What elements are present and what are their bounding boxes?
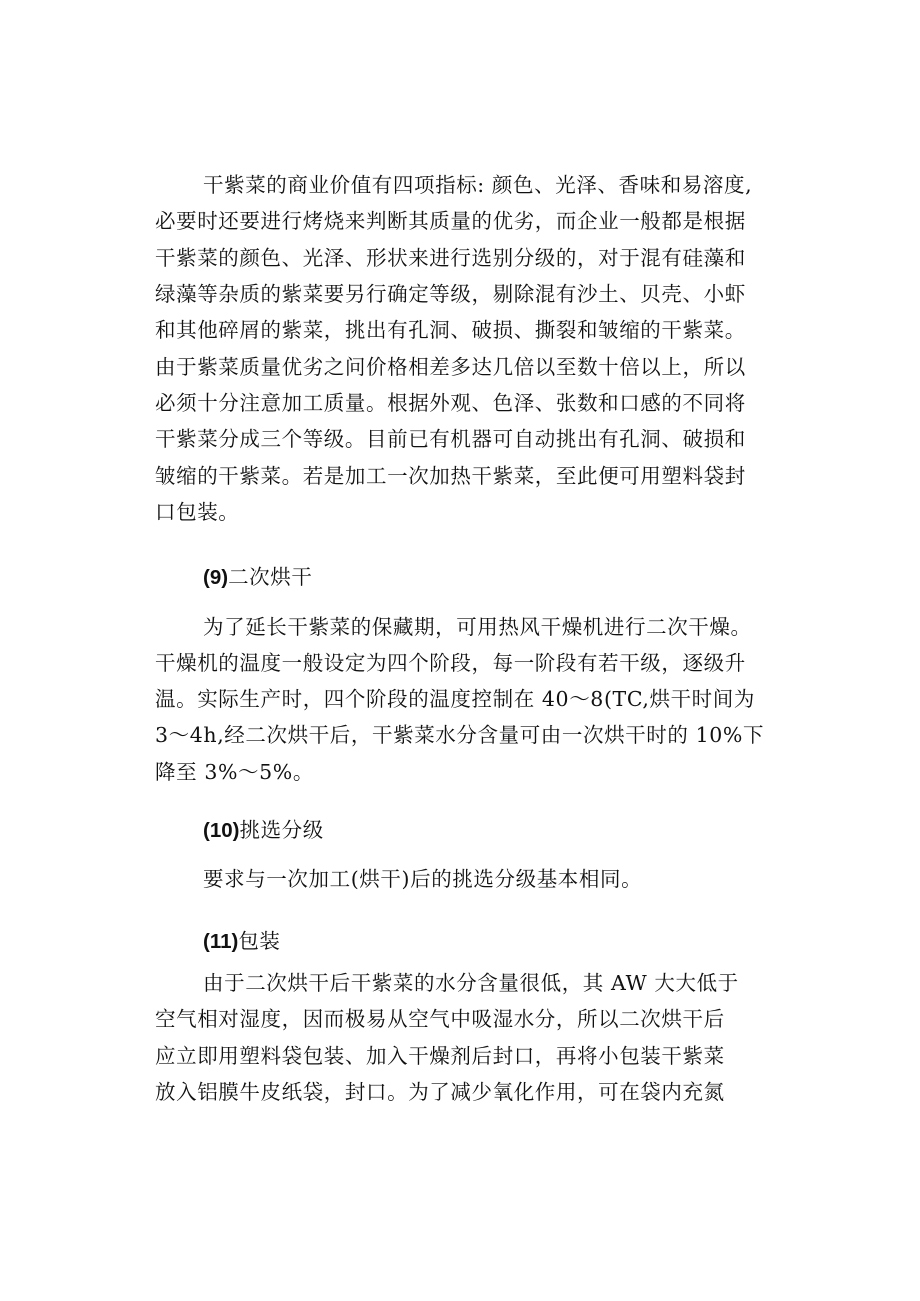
text-line: 皱缩的干紫菜。若是加工一次加热干紫菜，至此便可用塑料袋封 [155,464,746,488]
text-line: 干燥机的温度一般设定为四个阶段，每一阶段有若干级，逐级升 [155,651,746,675]
section-heading-9 [203,562,312,593]
text-line: 空气相对湿度，因而极易从空气中吸湿水分，所以二次烘干后 [155,1007,725,1031]
text-line: 由于紫菜质量优劣之问价格相差多达几倍以至数十倍以上，所以 [155,355,746,379]
text-line: 干紫菜的颜色、光泽、形状来进行选别分级的，对于混有硅藻和 [155,246,746,270]
section-title: 二次烘干 [228,565,313,589]
text-line: 降至 3%～5%。 [155,760,314,784]
text-line: 干紫菜的商业价值有四项指标: 颜色、光泽、香味和易溶度, [203,173,753,197]
text-line: 3～4h,经二次烘干后，干紫菜水分含量可由一次烘干时的 10%下 [155,723,765,747]
text-line: 由于二次烘干后干紫菜的水分含量很低，其 AW 大大低于 [203,971,739,995]
text-line: 绿藻等杂质的紫菜要另行确定等级，剔除混有沙土、贝壳、小虾 [155,282,746,306]
text-line: 应立即用塑料袋包装、加入干燥剂后封口，再将小包装干紫菜 [155,1044,725,1068]
section-heading-11 [203,926,281,957]
section-title: 挑选分级 [239,818,324,842]
text-line: 要求与一次加工(烘干)后的挑选分级基本相同。 [203,867,643,891]
text-line: 口包装。 [155,500,240,524]
section-number: (10) [203,819,240,842]
section-heading-10 [203,815,324,846]
text-line: 放入铝膜牛皮纸袋，封口。为了减少氧化作用，可在袋内充氮 [155,1080,725,1104]
text-line: 必须十分注意加工质量。根据外观、色泽、张数和口感的不同将 [155,391,746,415]
text-line: 必要时还要进行烤烧来判断其质量的优劣，而企业一般都是根据 [155,209,746,233]
text-line: 和其他碎屑的紫菜，挑出有孔洞、破损、撕裂和皱缩的干紫菜。 [155,318,746,342]
section-number: (9) [203,566,229,589]
text-line: 干紫菜分成三个等级。目前已有机器可自动挑出有孔洞、破损和 [155,427,746,451]
section-number: (11) [203,930,239,953]
text-line: 温。实际生产时，四个阶段的温度控制在 40～8(TC,烘干时间为 [155,687,755,711]
section-title: 包装 [238,929,281,953]
text-line: 为了延长干紫菜的保藏期，可用热风干燥机进行二次干燥。 [203,615,752,639]
